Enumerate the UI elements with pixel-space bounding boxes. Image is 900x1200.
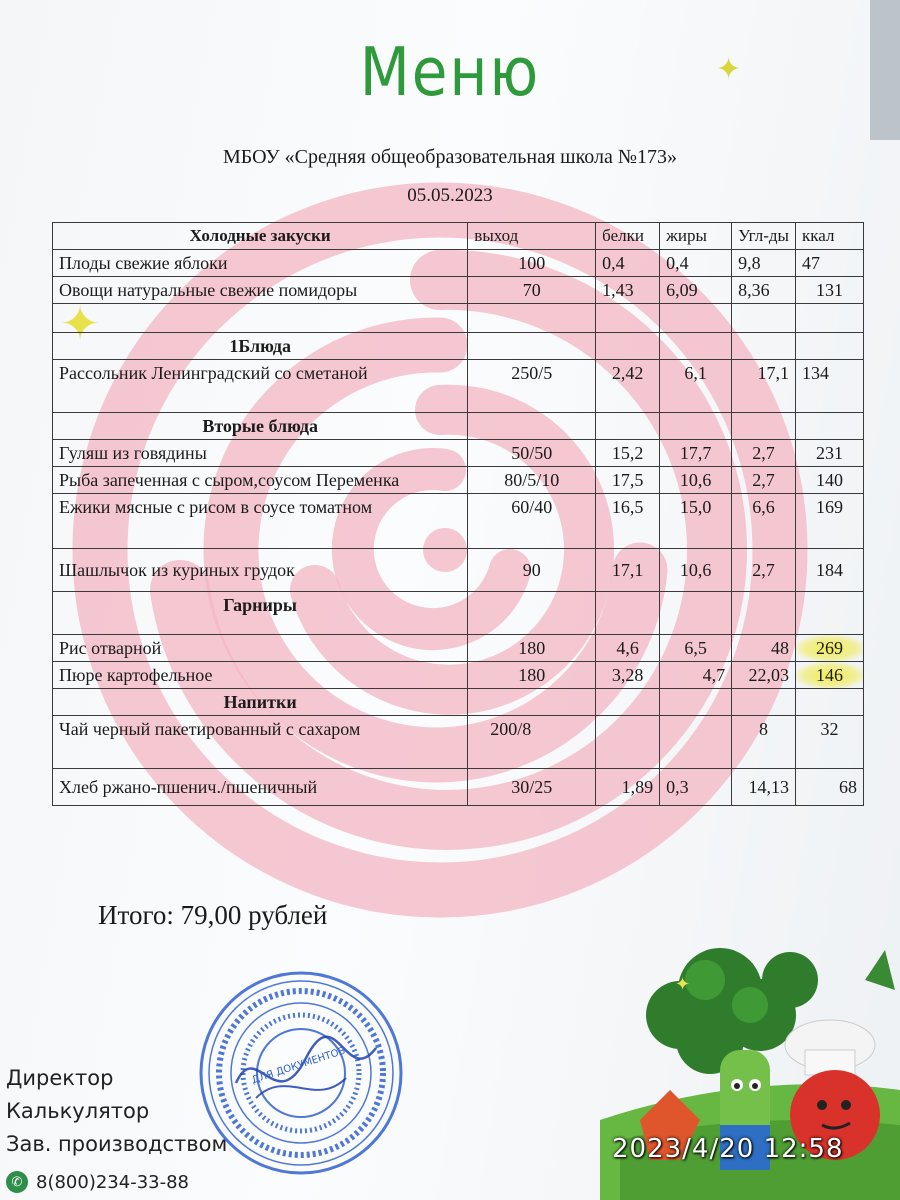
dish-name: Хлеб ржано-пшенич./пшеничный: [53, 769, 468, 806]
dish-protein: 1,89: [596, 769, 660, 806]
dish-protein: 4,6: [596, 635, 660, 662]
table-row: [53, 769, 864, 806]
table-row: [53, 494, 864, 549]
dish-carbs: 8,36: [732, 277, 796, 304]
dish-name: Ежики мясные с рисом в соусе томатном: [53, 494, 468, 549]
dish-fat: 6,5: [660, 635, 732, 662]
dish-protein: 2,42: [596, 360, 660, 413]
dish-output: 180: [468, 662, 596, 689]
column-header-kcal: ккал: [796, 223, 864, 250]
table-row: [53, 549, 864, 592]
dish-output: 90: [468, 549, 596, 592]
phone-icon: ✆: [6, 1171, 28, 1193]
column-header-carbs: Угл-ды: [732, 223, 796, 250]
dish-fat: 15,0: [660, 494, 732, 549]
section-row: [53, 333, 864, 360]
dish-carbs: 14,13: [732, 769, 796, 806]
dish-output: 50/50: [468, 440, 596, 467]
dish-name: Рис отварной: [53, 635, 468, 662]
table-row: [53, 250, 864, 277]
dish-protein: 1,43: [596, 277, 660, 304]
dish-carbs: 2,7: [732, 549, 796, 592]
dish-carbs: 6,6: [732, 494, 796, 549]
dish-output: 180: [468, 635, 596, 662]
column-header-output: выход: [468, 223, 596, 250]
dish-name: Чай черный пакетированный с сахаром: [53, 716, 468, 769]
sparkle-icon: ✦: [675, 974, 691, 995]
dish-kcal: 134: [796, 360, 864, 413]
total-price: Итого: 79,00 рублей: [98, 900, 328, 930]
dish-carbs: 22,03: [732, 662, 796, 689]
dish-protein: 0,4: [596, 250, 660, 277]
table-row: [53, 277, 864, 304]
menu-table: [52, 222, 864, 806]
dish-name: Рассольник Ленинградский со сметаной: [53, 360, 468, 413]
column-header-cold: Холодные закуски: [53, 223, 468, 250]
dish-carbs: 8: [732, 716, 796, 769]
signature-production-head: Зав. производством: [6, 1132, 228, 1156]
dish-protein: 17,5: [596, 467, 660, 494]
dish-output: 60/40: [468, 494, 596, 549]
dish-carbs: 17,1: [732, 360, 796, 413]
dish-protein: 15,2: [596, 440, 660, 467]
dish-kcal: 169: [796, 494, 864, 549]
dish-fat: 10,6: [660, 549, 732, 592]
table-row: [53, 467, 864, 494]
official-stamp: [196, 968, 406, 1178]
menu-title: Меню: [359, 32, 541, 112]
dish-name: Рыба запеченная с сыром,соусом Переменка: [53, 467, 468, 494]
section-title: 1Блюда: [53, 333, 468, 360]
dish-fat: 10,6: [660, 467, 732, 494]
table-header-row: [53, 223, 864, 250]
phone-contact: [6, 1171, 189, 1193]
stamp-label: ДЛЯ ДОКУМЕНТОВ: [250, 1045, 347, 1087]
dish-carbs: 2,7: [732, 467, 796, 494]
table-row: [53, 635, 864, 662]
table-row: [53, 716, 864, 769]
table-row: [53, 662, 864, 689]
dish-output: 100: [468, 250, 596, 277]
section-row: [53, 689, 864, 716]
column-header-fat: жиры: [660, 223, 732, 250]
table-row-blank: [53, 304, 864, 333]
dish-protein: [596, 716, 660, 769]
menu-date: 05.05.2023: [407, 185, 493, 206]
dish-protein: 17,1: [596, 549, 660, 592]
section-row: [53, 592, 864, 635]
dish-output: 80/5/10: [468, 467, 596, 494]
section-title: Гарниры: [53, 592, 468, 635]
dish-kcal: 146: [796, 662, 864, 689]
column-header-protein: белки: [596, 223, 660, 250]
dish-fat: [660, 716, 732, 769]
dish-kcal: 131: [796, 277, 864, 304]
dish-fat: 0,4: [660, 250, 732, 277]
signature-calculator: Калькулятор: [6, 1099, 150, 1123]
dish-fat: 6,09: [660, 277, 732, 304]
dish-kcal: 184: [796, 549, 864, 592]
dish-name: Шашлычок из куриных грудок: [53, 549, 468, 592]
section-title: Напитки: [53, 689, 468, 716]
section-title: Вторые блюда: [53, 413, 468, 440]
phone-number: 8(800)234-33-88: [36, 1171, 190, 1193]
dish-name: Плоды свежие яблоки: [53, 250, 468, 277]
dish-kcal: 140: [796, 467, 864, 494]
sparkle-icon: ✦: [716, 52, 742, 87]
dish-protein: 16,5: [596, 494, 660, 549]
dish-kcal: 47: [796, 250, 864, 277]
dish-output: 70: [468, 277, 596, 304]
signature-director: Директор: [6, 1066, 114, 1090]
sparkle-icon: ✦: [60, 296, 101, 352]
dish-fat: 0,3: [660, 769, 732, 806]
dish-protein: 3,28: [596, 662, 660, 689]
dish-kcal: 32: [796, 716, 864, 769]
dish-kcal: 269: [796, 635, 864, 662]
school-name: МБОУ «Средняя общеобразовательная школа №173»: [223, 146, 677, 168]
dish-name: Гуляш из говядины: [53, 440, 468, 467]
table-row: [53, 440, 864, 467]
dish-output: 30/25: [468, 769, 596, 806]
section-row: [53, 413, 864, 440]
dish-output: 250/5: [468, 360, 596, 413]
dish-carbs: 2,7: [732, 440, 796, 467]
dish-fat: 17,7: [660, 440, 732, 467]
dish-carbs: 48: [732, 635, 796, 662]
dish-kcal: 68: [796, 769, 864, 806]
dish-kcal: 231: [796, 440, 864, 467]
dish-carbs: 9,8: [732, 250, 796, 277]
table-row: [53, 360, 864, 413]
dish-fat: 6,1: [660, 360, 732, 413]
dish-fat: 4,7: [660, 662, 732, 689]
dish-name: Пюре картофельное: [53, 662, 468, 689]
dish-name: Овощи натуральные свежие помидоры: [53, 277, 468, 304]
dish-output: 200/8: [468, 716, 596, 769]
photo-timestamp: 2023/4/20 12:58: [612, 1134, 844, 1164]
